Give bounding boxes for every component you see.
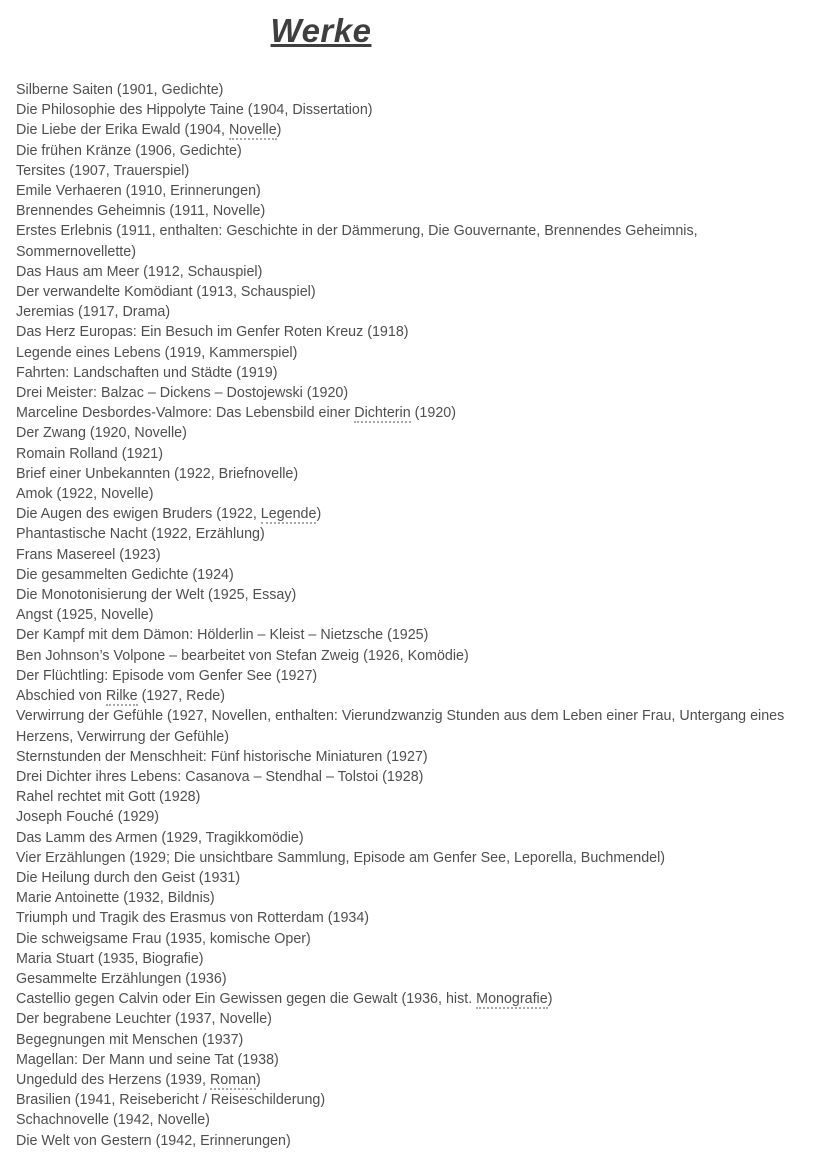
document-title: Werke (270, 12, 372, 49)
work-item: Der Kampf mit dem Dämon: Hölderlin – Kleist – Nietzsche (1925) (16, 627, 429, 644)
work-item: Drei Meister: Balzac – Dickens – Dostojewski (1920) (16, 385, 349, 402)
spellcheck-underline: Legende (260, 506, 317, 523)
work-item: Der Flüchtling: Episode vom Genfer See (1927) (16, 667, 318, 684)
work-item: Emile Verhaeren (1910, Erinnerungen) (16, 183, 261, 200)
work-item: Ben Johnson’s Volpone – bearbeitet von Stefan Zweig (1926, Komödie) (16, 647, 469, 664)
work-item: Der Zwang (1920, Novelle) (16, 425, 187, 442)
work-item: Drei Dichter ihres Lebens: Casanova – Stendhal – Tolstoi (1928) (16, 768, 424, 785)
work-item: Brasilien (1941, Reisebericht / Reiseschilderung) (16, 1092, 326, 1109)
work-item: Abschied von Rilke (1927, Rede) (16, 688, 226, 705)
work-item: Fahrten: Landschaften und Städte (1919) (16, 364, 278, 381)
work-item: Die Monotonisierung der Welt (1925, Essay) (16, 587, 297, 604)
work-item: Die Heilung durch den Geist (1931) (16, 869, 241, 886)
work-item: Amok (1922, Novelle) (16, 486, 154, 503)
work-item: Phantastische Nacht (1922, Erzählung) (16, 526, 265, 543)
work-item: Das Herz Europas: Ein Besuch im Genfer Roten Kreuz (1918) (16, 324, 409, 341)
work-item: Das Lamm des Armen (1929, Tragikkomödie) (16, 829, 304, 846)
work-item: Die Welt von Gestern (1942, Erinnerungen) (16, 1132, 291, 1149)
work-item: Frans Masereel (1923) (16, 546, 161, 563)
work-item: Die Philosophie des Hippolyte Taine (1904, Dissertation) (16, 102, 373, 119)
work-item: Brennendes Geheimnis (1911, Novelle) (16, 203, 266, 220)
work-item: Marie Antoinette (1932, Bildnis) (16, 890, 215, 907)
work-item: Die frühen Kränze (1906, Gedichte) (16, 142, 242, 159)
work-item: Ungeduld des Herzens (1939, Roman) (16, 1071, 261, 1088)
work-item: Verwirrung der Gefühle (1927, Novellen, enthalten: Vierundzwanzig Stunden aus dem Leben einer Frau, Untergang eines Herzens, Verwirrung der Gefühle) (16, 708, 785, 745)
works-list (0, 80, 828, 1151)
work-item: Sternstunden der Menschheit: Fünf historische Miniaturen (1927) (16, 748, 428, 765)
work-item: Tersites (1907, Trauerspiel) (16, 162, 190, 179)
spellcheck-underline: Rilke (105, 688, 138, 705)
work-item: Magellan: Der Mann und seine Tat (1938) (16, 1051, 279, 1068)
work-item: Silberne Saiten (1901, Gedichte) (16, 82, 224, 98)
work-item: Der verwandelte Komödiant (1913, Schauspiel) (16, 284, 316, 301)
work-item: Angst (1925, Novelle) (16, 607, 154, 624)
work-item: Legende eines Lebens (1919, Kammerspiel) (16, 344, 298, 361)
work-item: Die Augen des ewigen Bruders (1922, Legende) (16, 506, 322, 523)
work-item: Die schweigsame Frau (1935, komische Oper) (16, 930, 311, 947)
work-item: Die gesammelten Gedichte (1924) (16, 566, 234, 583)
spellcheck-underline: Novelle (228, 122, 277, 139)
work-item: Joseph Fouché (1929) (16, 809, 160, 826)
work-item: Der begrabene Leuchter (1937, Novelle) (16, 1011, 272, 1028)
spellcheck-underline: Dichterin (354, 405, 411, 422)
work-item: Erstes Erlebnis (1911, enthalten: Geschichte in der Dämmerung, Die Gouvernante, Brennendes Geheimnis, Sommernovellette) (16, 223, 698, 260)
work-item: Gesammelte Erzählungen (1936) (16, 970, 227, 987)
work-item: Das Haus am Meer (1912, Schauspiel) (16, 263, 263, 280)
work-item: Marceline Desbordes-Valmore: Das Lebensbild einer Dichterin (1920) (16, 405, 456, 422)
work-item: Triumph und Tragik des Erasmus von Rotterdam (1934) (16, 910, 370, 927)
work-item: Vier Erzählungen (1929; Die unsichtbare Sammlung, Episode am Genfer See, Leporella, Buchmendel) (16, 849, 666, 866)
work-item: Rahel rechtet mit Gott (1928) (16, 789, 201, 806)
work-item: Romain Rolland (1921) (16, 445, 164, 462)
spellcheck-underline: Monografie (476, 991, 548, 1008)
work-item: Begegnungen mit Menschen (1937) (16, 1031, 244, 1048)
work-item: Schachnovelle (1942, Novelle) (16, 1112, 210, 1129)
work-item: Maria Stuart (1935, Biografie) (16, 950, 204, 967)
spellcheck-underline: Roman (209, 1071, 257, 1088)
work-item: Die Liebe der Erika Ewald (1904, Novelle) (16, 122, 282, 139)
work-item: Brief einer Unbekannten (1922, Briefnovelle) (16, 465, 299, 482)
work-item: Castellio gegen Calvin oder Ein Gewissen gegen die Gewalt (1936, hist. Monografie) (16, 991, 553, 1008)
work-item: Jeremias (1917, Drama) (16, 304, 171, 321)
title-container (16, 12, 626, 50)
